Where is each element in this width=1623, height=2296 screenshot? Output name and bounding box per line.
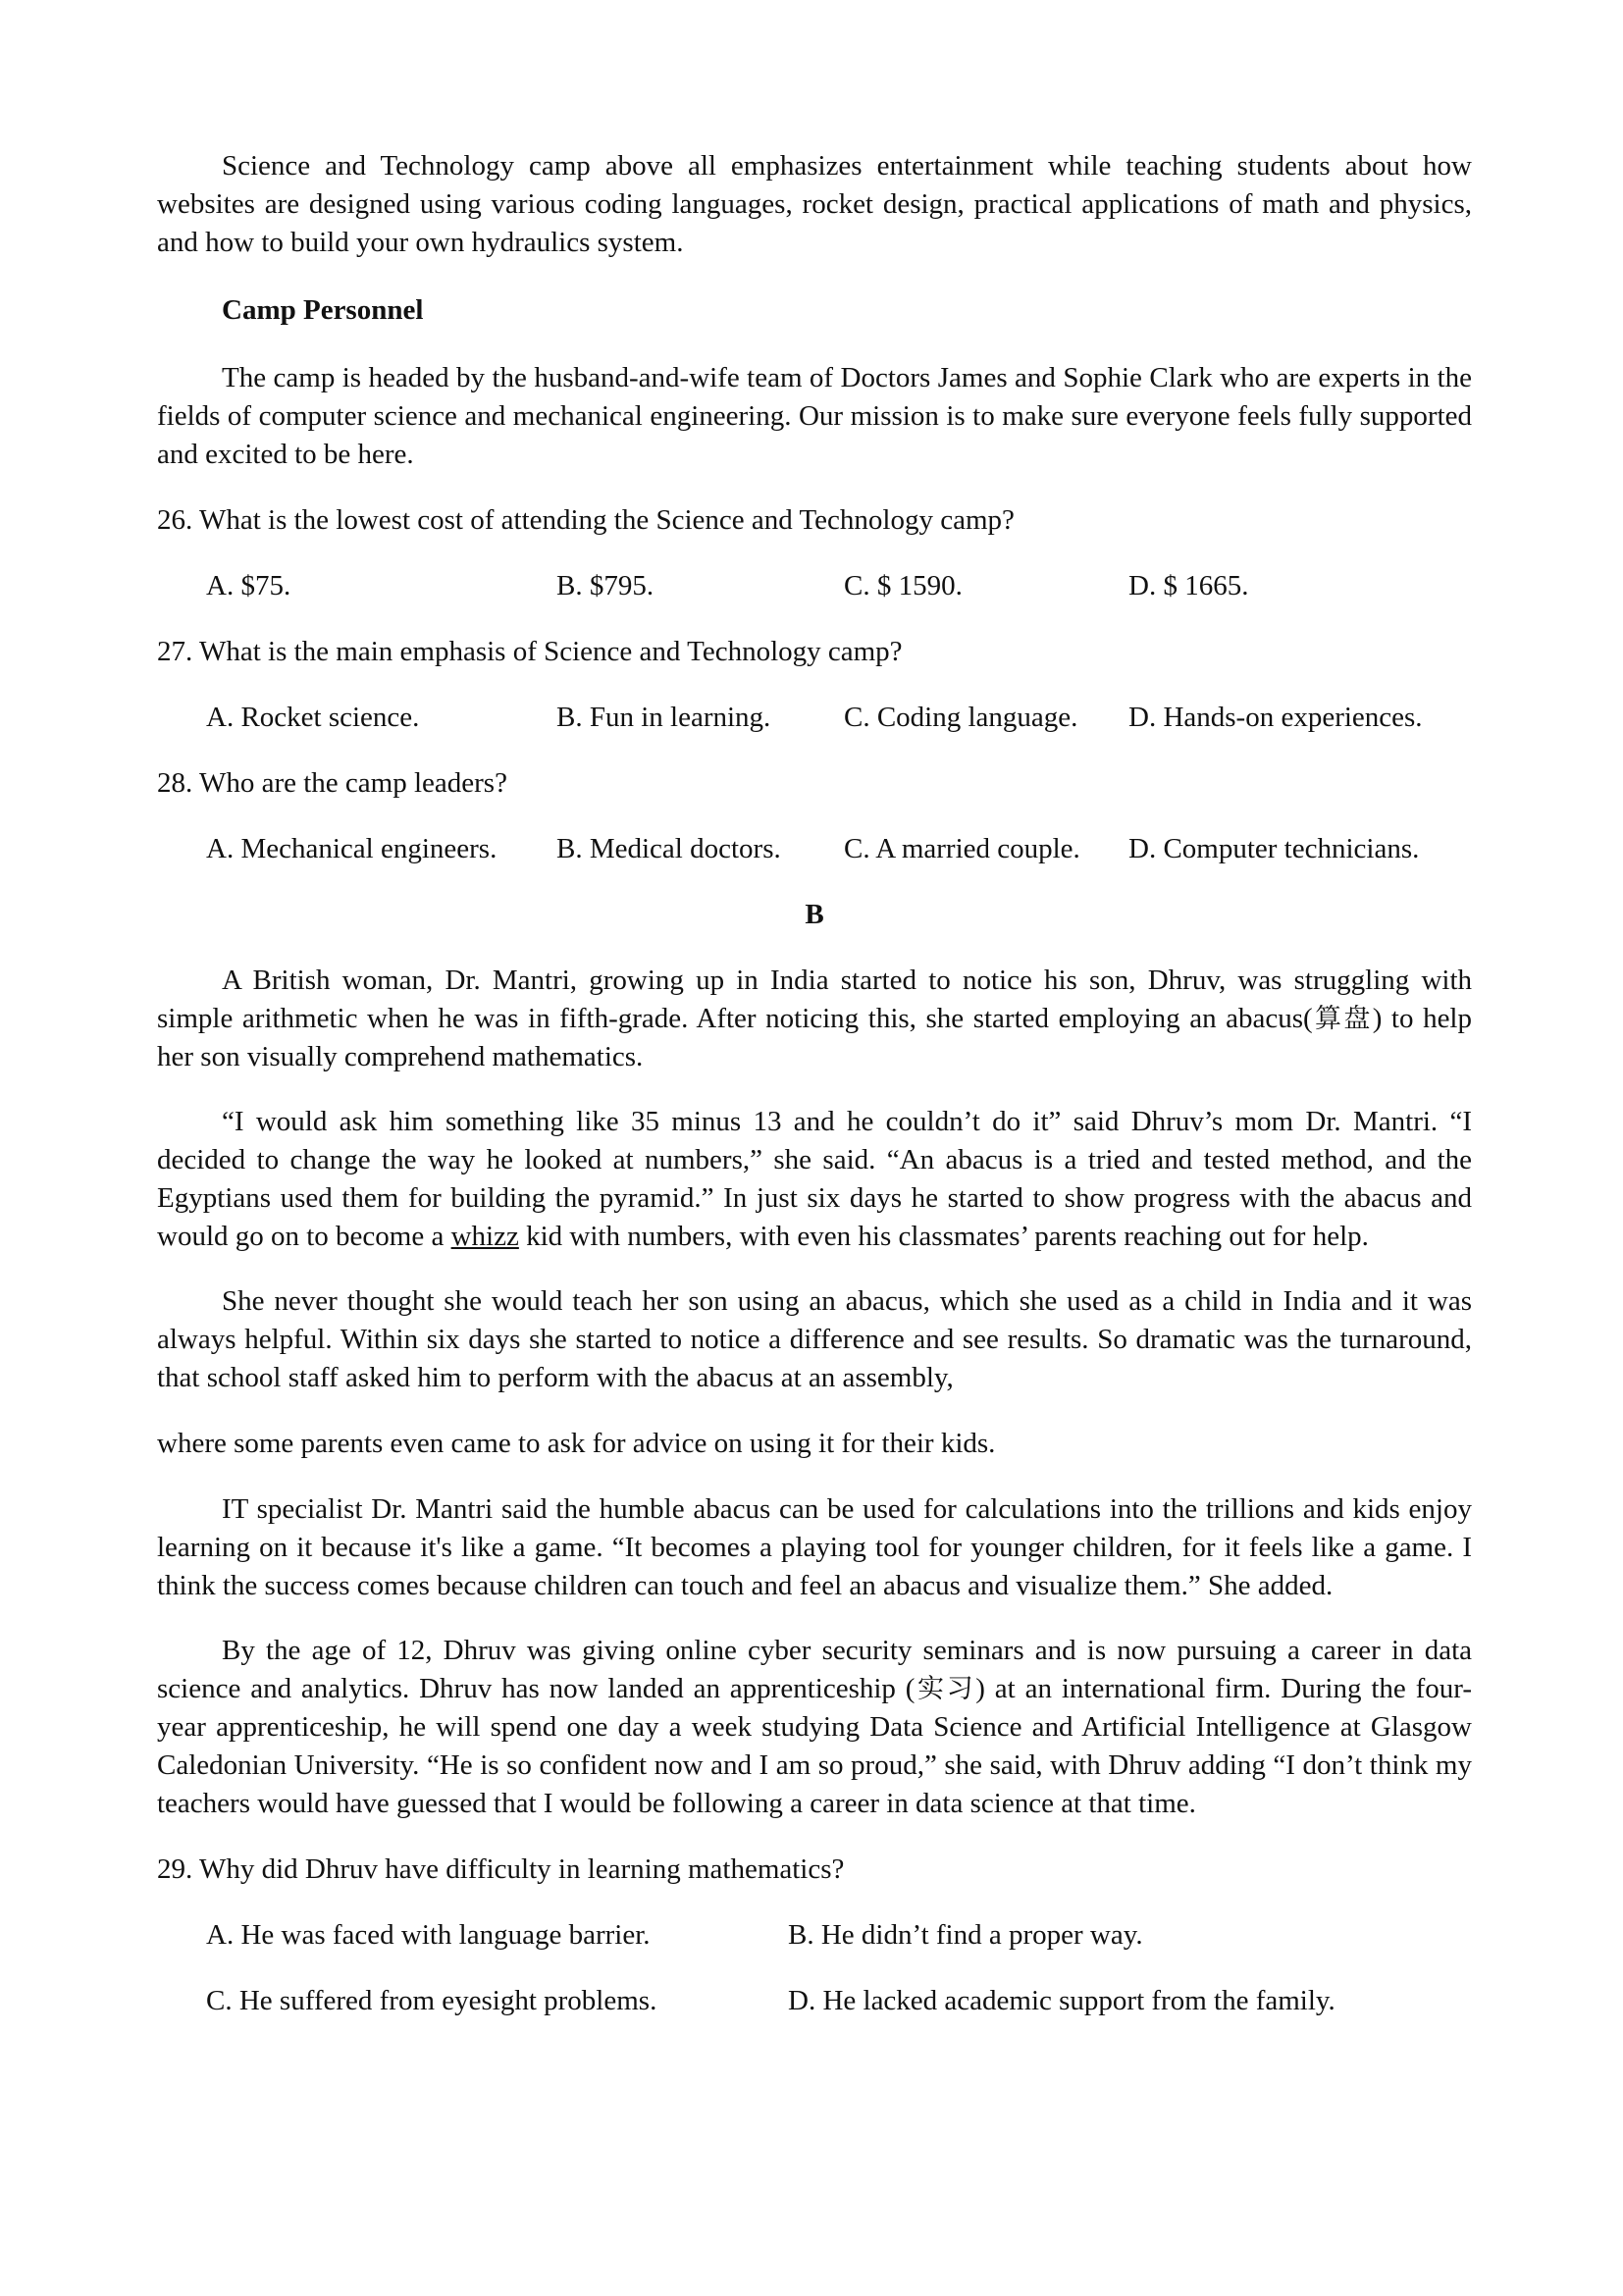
option-c: C. $ 1590. — [844, 570, 963, 601]
underlined-word-whizz: whizz — [450, 1221, 519, 1252]
option-d: D. Computer technicians. — [1128, 833, 1420, 864]
passage-b-paragraph-3-continued: where some parents even came to ask for advice on using it for their kids. — [157, 1428, 996, 1459]
p5-text-before: By the age of 12, Dhruv was giving online cyber security seminars and is now pursuing a career in data science and analytics. Dhruv has now landed an apprenticeship ( — [157, 1635, 1472, 1704]
p2-text-before: “I would ask him something like 35 minus 13 and he couldn’t do it” said Dhruv’s mom Dr. Mantri. “I decided to change the way he looked at numbers,” she said. “An abacus is a tried and tested method, and the Egyptians used them for building the pyramid.” In just six days he started to show progress with the abacus and would go on to become a — [157, 1106, 1472, 1252]
option-c: C. He suffered from eyesight problems. — [206, 1985, 657, 2016]
option-c: C. Coding language. — [844, 702, 1078, 733]
p1-chinese-gloss: 算盘 — [1312, 1004, 1373, 1034]
p2-text-after: kid with numbers, with even his classmates’ parents reaching out for help. — [518, 1221, 1369, 1252]
question-28-options — [157, 830, 1472, 868]
option-b: B. Fun in learning. — [556, 702, 771, 733]
camp-personnel-heading: Camp Personnel — [222, 294, 424, 326]
option-b: B. $795. — [556, 570, 654, 601]
option-d: D. He lacked academic support from the family. — [788, 1985, 1335, 2016]
question-27-options — [157, 699, 1472, 737]
option-a: A. $75. — [206, 570, 291, 601]
passage-b-paragraph-2 — [157, 1103, 1472, 1256]
p5-text-after: ) at an international firm. During the four-year apprenticeship, he will spend one day a week studying Data Science and Artificial Intelligence at Glasgow Caledonian University. “He is so confident now and I am so proud,” she said, with Dhruv adding “I don’t think my teachers would have guessed that I would be following a career in data science at that time. — [157, 1673, 1473, 1819]
question-26: 26. What is the lowest cost of attending the Science and Technology camp? — [157, 504, 1015, 536]
question-28: 28. Who are the camp leaders? — [157, 767, 507, 799]
question-29-options-row-2 — [157, 1982, 1472, 2020]
passage-b-paragraph-5 — [157, 1632, 1472, 1823]
option-d: D. Hands-on experiences. — [1128, 702, 1423, 733]
p5-chinese-gloss: 实习 — [915, 1674, 976, 1704]
question-29: 29. Why did Dhruv have difficulty in learning mathematics? — [157, 1853, 845, 1885]
option-a: A. Mechanical engineers. — [206, 833, 497, 864]
question-27: 27. What is the main emphasis of Science and Technology camp? — [157, 636, 903, 667]
exam-page — [157, 147, 1472, 2020]
option-d: D. $ 1665. — [1128, 570, 1249, 601]
p1-text-after: ) to help her son visually comprehend mathematics. — [157, 1003, 1472, 1072]
question-26-options — [157, 567, 1472, 605]
question-29-options-row-1 — [157, 1916, 1472, 1955]
passage-b-paragraph-4: IT specialist Dr. Mantri said the humble abacus can be used for calculations into the trillions and kids enjoy learning on it because it's like a game. “It becomes a playing tool for younger children, for it feels like a game. I think the success comes because children can touch and feel an abacus and visualize them.” She added. — [157, 1493, 1472, 1601]
option-b: B. Medical doctors. — [556, 833, 781, 864]
passage-b-paragraph-1 — [157, 962, 1472, 1076]
option-a: A. Rocket science. — [206, 702, 420, 733]
option-c: C. A married couple. — [844, 833, 1080, 864]
section-b-heading: B — [805, 899, 824, 930]
passage-b-paragraph-3: She never thought she would teach her son using an abacus, which she used as a child in India and it was always helpful. Within six days she started to notice a difference and see results. So dramatic was the turnaround, that school staff asked him to perform with the abacus at an assembly, — [157, 1285, 1472, 1393]
option-b: B. He didn’t find a proper way. — [788, 1919, 1143, 1951]
personnel-paragraph: The camp is headed by the husband-and-wife team of Doctors James and Sophie Clark who are experts in the fields of computer science and mechanical engineering. Our mission is to make sure everyone feels fully supported and excited to be here. — [157, 362, 1472, 470]
p1-text-before: A British woman, Dr. Mantri, growing up in India started to notice his son, Dhruv, was struggling with simple arithmetic when he was in fifth-grade. After noticing this, she started employing an abacus( — [157, 965, 1472, 1034]
option-a: A. He was faced with language barrier. — [206, 1919, 651, 1951]
intro-paragraph: Science and Technology camp above all emphasizes entertainment while teaching students about how websites are designed using various coding languages, rocket design, practical applications of math and physics, and how to build your own hydraulics system. — [157, 150, 1472, 258]
